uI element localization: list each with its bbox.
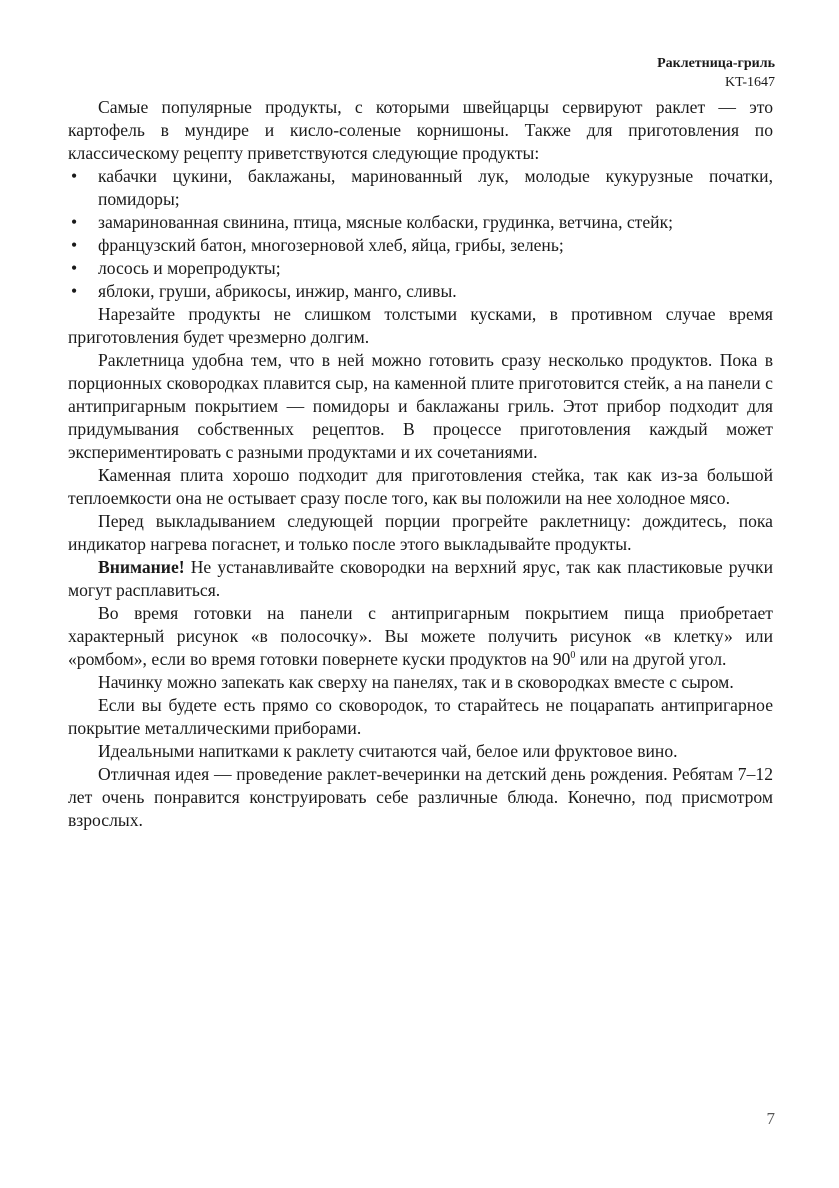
bullet-icon: • (71, 235, 78, 255)
paragraph-stone-plate: Каменная плита хорошо подходит для приготовления стейка, так как из-за большой теплоемкости она не остывает сразу после того, как вы положили на нее холодное мясо. (68, 465, 773, 508)
list-item (68, 280, 773, 303)
paragraph-drinks: Идеальными напитками к раклету считаются чай, белое или фруктовое вино. (98, 741, 678, 761)
degree-superscript: 0 (570, 650, 576, 662)
list-item (68, 165, 773, 211)
paragraph-slicing: Нарезайте продукты не слишком толстыми кусками, в противном случае время приготовления будет чрезмерно долгим. (68, 304, 773, 347)
list-item (68, 257, 773, 280)
paragraph-preheat: Перед выкладыванием следующей порции прогрейте раклетницу: дождитесь, пока индикатор нагрева погаснет, и только после этого выкладывайте продукты. (68, 511, 773, 554)
paragraph-grill-pattern (68, 602, 773, 671)
list-item-text: кабачки цукини, баклажаны, маринованный лук, молодые кукурузные початки, помидоры; (98, 166, 773, 209)
paragraph-filling: Начинку можно запекать как сверху на панелях, так и в сковородках вместе с сыром. (98, 672, 734, 692)
page-number: 7 (766, 1109, 775, 1128)
products-list (68, 165, 773, 303)
warning-text: Не устанавливайте сковородки на верхний ярус, так как пластиковые ручки могут расплавиться. (68, 557, 773, 600)
intro-paragraph: Самые популярные продукты, с которыми швейцарцы сервируют раклет — это картофель в мундире и кисло-соленые корнишоны. Также для приготовления по классическому рецепту приветствуются следующие продукты: (68, 97, 773, 163)
paragraph-coating-care: Если вы будете есть прямо со сковородок, то старайтесь не поцарапать антипригарное покрытие металлическими приборами. (68, 695, 773, 738)
header-model: KT-1647 (724, 75, 775, 90)
header-title: Раклетница-гриль (657, 56, 775, 71)
paragraph-warning (68, 556, 773, 602)
bullet-icon: • (71, 281, 78, 301)
list-item-text: французский батон, многозерновой хлеб, яйца, грибы, зелень; (98, 235, 564, 255)
list-item (68, 211, 773, 234)
list-item-text: замаринованная свинина, птица, мясные колбаски, грудинка, ветчина, стейк; (98, 212, 674, 232)
paragraph-party-idea: Отличная идея — проведение раклет-вечеринки на детский день рождения. Ребятам 7–12 лет очень понравится конструировать себе различные блюда. Конечно, под присмотром взрослых. (68, 764, 773, 830)
grill-pattern-text-2: или на другой угол. (575, 649, 727, 669)
grill-pattern-text-1: Во время готовки на панели с антипригарным покрытием пища приобретает характерный рисунок «в полосочку». Вы можете получить рисунок «в клетку» или «ромбом», если во время готовки повернете куски продуктов на 90 (68, 603, 773, 669)
list-item-text: лосось и морепродукты; (98, 258, 281, 278)
list-item-text: яблоки, груши, абрикосы, инжир, манго, сливы. (98, 281, 457, 301)
body-text (68, 96, 773, 832)
paragraph-convenience: Раклетница удобна тем, что в ней можно готовить сразу несколько продуктов. Пока в порционных сковородках плавится сыр, на каменной плите приготовится стейк, а на панели с антипригарным покрытием — помидоры и баклажаны гриль. Этот прибор подходит для придумывания собственных рецептов. В процессе приготовления каждый может экспериментировать с разными продуктами и их сочетаниями. (68, 350, 773, 462)
bullet-icon: • (71, 258, 78, 278)
bullet-icon: • (71, 212, 78, 232)
running-header (657, 54, 775, 92)
list-item (68, 234, 773, 257)
warning-label: Внимание! (98, 557, 185, 577)
bullet-icon: • (71, 166, 78, 186)
